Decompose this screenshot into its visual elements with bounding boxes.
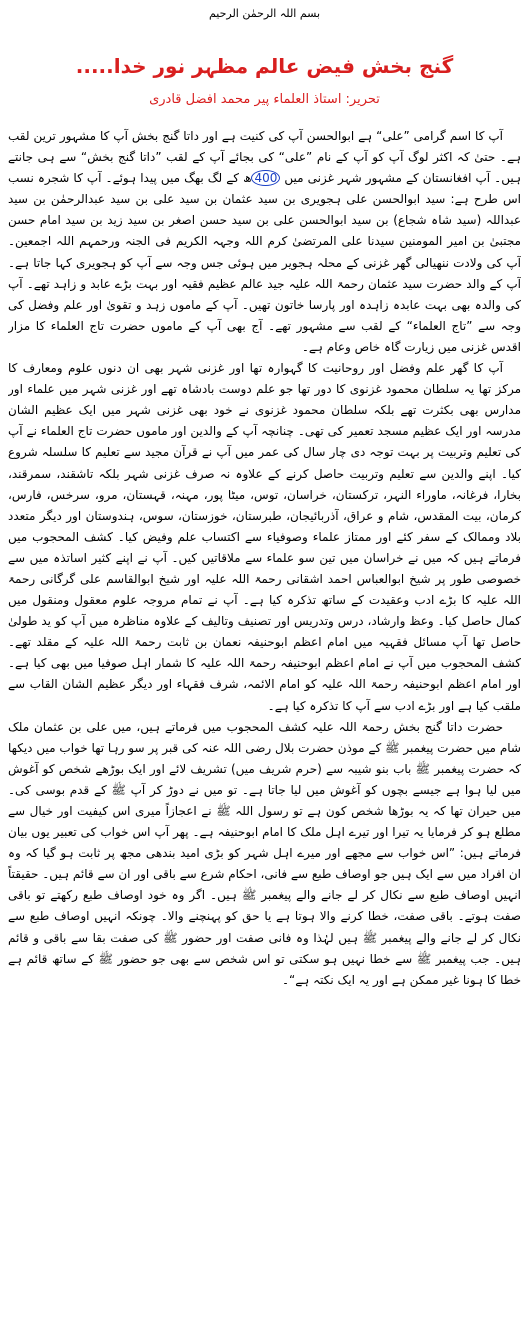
article-body [8,126,521,1318]
article-title: گنج بخش فیض عالم مظہر نور خدا..... [75,54,454,78]
paragraph-3 [8,717,521,991]
circled-year-400: 400 [251,170,280,186]
paragraph-text: آپ کا گھر علم وفضل اور روحانیت کا گہوارہ تھا اور غزنی شہر بھی ان دنوں علوم ومعارف کا مرکز تھا یہ سلطان محمود غزنوی کا دور تھا جو علم دوست بادشاہ تھے اور غزنی شہر میں علماء اور مدارس بھی بکثرت تھے بلکہ سلطان محمود غزنوی نے خود بھی غزنی شہر میں ایک عظیم الشان مدرسہ اور ایک عظیم مسجد تعمیر کی تھی۔ چنانچہ آپ کے والدین اور ماموں حضرت تاج العلماء نے آپ کی تعلیم وتربیت پر بہت توجہ دی چار سال کی عمر میں آپ نے قرآن مجید سے تعلیم کا سلسلہ شروع کیا۔ اپنے والدین سے تعلیم وتربیت حاصل کرنے کے علاوہ نہ صرف غزنی شہر بلکہ تاشقند، سمرقند، بخارا، فرغانہ، ماوراء النہر، ترکستان، خراسان، توس، میٹا پور، مہنہ، قہستان، مرو، سرخس، فارس، کرمان، بیت المقدس، شام و عراق، آذربائیجان، طبرستان، خوزستان، سوس، ہندوستان اور دیگر متعدد بلاد وممالک کے سفر کئے اور ممتاز علماء وصوفیاء سے اکتساب علم وفیض کیا۔ کشف المحجوب میں فرماتے ہیں کہ میں نے خراسان میں تین سو علماء سے ملاقاتیں کیں۔ آپ نے اپنے کثیر اساتذہ میں سے خصوصی طور پر شیخ ابوالعباس احمد اشقانی رحمۃ اللہ علیہ اور شیخ ابوالقاسم علی گرگانی رحمۃ اللہ علیہ کا بڑے ادب وعقیدت کے ساتھ تذکرہ کیا ہے۔ آپ نے تمام مروجہ علوم معقول ومنقول میں کمال حاصل کیا۔ وعظ وارشاد، درس وتدریس اور تصنیف وتالیف کے علاوہ مناظرہ میں آپ کو ید طولیٰ حاصل تھا آپ مسائل فقہیہ میں امام اعظم ابوحنیفہ نعمان بن ثابت رحمۃ اللہ علیہ کے مقلد تھے۔ کشف المحجوب میں آپ نے امام اعظم ابوحنیفہ رحمۃ اللہ علیہ کا شمار اہل صوفیا میں بھی کیا ہے۔ اور امام اعظم ابوحنیفہ رحمۃ اللہ علیہ کو امام الائمہ، شرف فقہاء اور دیگر عظیم الشان القاب سے ملقب کیا ہے اور بڑے ادب سے آپ کا تذکرہ کیا ہے۔ [8,361,521,713]
paragraph-1 [8,126,521,358]
author-byline: تحریر: استاذ العلماء پیر محمد افضل قادری [149,92,380,107]
paragraph-text: ھ کے لگ بھگ میں پیدا ہوئے۔ آپ کا شجرہ نسب اس طرح ہے: سید ابوالحسن علی ہجویری بن سید عثمان بن سید علی بن سید عبدالرحمٰن بن سید عبداللہ (سید شاہ شجاع) بن سید ابوالحسن علی بن سید حسن اصغر بن سید زید بن سید امام حسن مجتبیٰ بن امیر المومنین سیدنا علی المرتضیٰ کرم اللہ وجہہ الکریم فی الجنہ ورحمہم اللہ اجمعین۔ آپ کی ولادت ننھیالی گھر غزنی کے محلہ ہجویر میں ہوئی جس وجہ سے آپ کو ہجویری کہا جاتا ہے۔ آپ کے والد حضرت سید عثمان رحمۃ اللہ علیہ جید عالم عظیم فقیہ اور بہت بڑے عابد و زاہد تھے۔ آپ کی والدہ بھی بہت عابدہ زاہدہ اور پارسا خاتون تھیں۔ آپ کے ماموں زہد و تقویٰ اور علم وفضل کی وجہ سے ”تاج العلماء“ کے لقب سے مشہور تھے۔ آج بھی آپ کے ماموں حضرت تاج العلماء کا مزار اقدس غزنی میں زیارت گاہ خاص وعام ہے۔ [8,171,521,354]
paragraph-text: حضرت داتا گنج بخش رحمۃ اللہ علیہ کشف المحجوب میں فرماتے ہیں، میں علی بن عثمان ملک شام میں حضرت پیغمبر ﷺ کے موذن حضرت بلال رضی اللہ عنہ کی قبر پر سو رہا تھا خواب میں دیکھا کہ حضرت پیغمبر ﷺ باب بنو شیبہ سے (حرم شریف میں) تشریف لائے اور ایک بوڑھے شخص کو آغوش میں لیا ہوا ہے جیسے بچوں کو آغوش میں لیا جاتا ہے۔ تو میں نے دوڑ کر آپ ﷺ کے قدم بوسی کی۔ میں حیران تھا کہ یہ بوڑھا شخص کون ہے تو رسول اللہ ﷺ نے اعجازاً میری اس کیفیت اور خیال سے مطلع ہو کر فرمایا یہ تیرا اور تیرے اہل ملک کا امام ابوحنیفہ ہے۔ پھر آپ اس خواب کی تعبیر یوں بیان فرماتے ہیں: ”اس خواب سے مجھے اور میرے اہل شہر کو بڑی امید بندھی مجھ پر ثابت ہو گیا کہ وہ ان افراد میں سے ایک ہیں جو اوصاف طبع سے فانی، احکام شرع سے باقی اور ان سے قائم ہیں۔ حقیقتاً انہیں اوصاف طبع سے نکال کر لے جانے والے پیغمبر ﷺ ہیں۔ اگر وہ خود اوصاف طبع رکھتے تو باقی صفت ہوتے۔ باقی صفت، خطا کرنے والا ہوتا ہے یا حق کو پہنچنے والا۔ چونکہ انہیں اوصاف طبع سے نکال کر لے جانے والے پیغمبر ﷺ ہیں لہٰذا وہ فانی صفت اور حضور ﷺ کی صفت بقا سے باقی و قائم ہیں۔ جب پیغمبر ﷺ سے خطا نہیں ہو سکتی تو اس شخص سے بھی جو حضور ﷺ کے ساتھ قائم ہے خطا کا ہونا غیر ممکن ہے اور یہ ایک نکتہ ہے“۔ [8,719,521,987]
paragraph-text: آپ کا اسم گرامی ”علی“ ہے ابوالحسن آپ کی کنیت ہے اور داتا گنج بخش آپ کا مشہور ترین لقب ہے۔ حتیٰ کہ اکثر لوگ آپ کو آپ کے نام ”علی“ کی بجائے آپ کے لقب ”داتا گنج بخش“ سے ہی جانتے ہیں۔ آپ افغانستان کے مشہور شہر غزنی میں [8,129,521,186]
bismillah-heading: بسم اللہ الرحمٰن الرحیم [208,7,321,20]
paragraph-2 [8,358,521,717]
